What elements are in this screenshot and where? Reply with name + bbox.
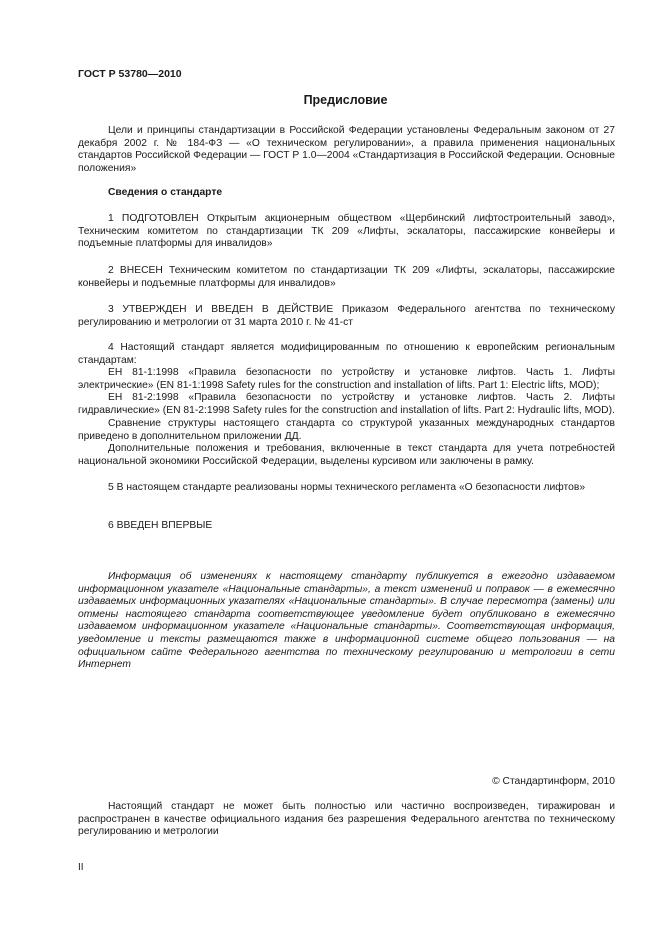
page-title: Предисловие	[303, 93, 388, 107]
intro-paragraph: Цели и принципы стандартизации в Российской Федерации установлены Федеральным законом от 27 декабря 2002 г. № 184-ФЗ — «О техническом регулировании», а правила применения национальных стандартов Российской Федерации — ГОСТ Р 1.0—2004 «Стандартизация в Российской Федерации. Основные положения»	[78, 125, 615, 174]
reproduction-notice: Настоящий стандарт не может быть полностью или частично воспроизведен, тиражирован и распространен в качестве официального издания без разрешения Федерального агентства по техническому регулированию и метрологии	[78, 801, 615, 838]
about-item-4-lead: 4 Настоящий стандарт является модифицированным по отношению к европейским региональным стандартам:	[78, 342, 615, 366]
section-heading: Сведения о стандарте	[108, 187, 223, 198]
page-number: II	[78, 862, 84, 873]
notice-paragraph: Информация об изменениях к настоящему стандарту публикуется в ежегодно издаваемом информационном указателе «Национальные стандарты», а текст изменений и поправок — в ежемесячно издаваемых информационных указателях «Национальные стандарты». В случае пересмотра (замены) или отмены настоящего стандарта соответствующее уведомление будет опубликовано в ежемесячно издаваемом информационном указателе «Национальные стандарты». Соответствующая информация, уведомление и тексты размещаются также в информационной системе общего пользования — на официальном сайте Федерального агентства по техническому регулированию и метрологии в сети Интернет	[78, 571, 615, 671]
standard-code: ГОСТ Р 53780—2010	[78, 68, 182, 80]
about-item-6: 6 ВВЕДЕН ВПЕРВЫЕ	[108, 520, 213, 531]
about-item-4-en81-2: ЕН 81-2:1998 «Правила безопасности по устройству и установке лифтов. Часть 2. Лифты гидравлические» (EN 81-2:1998 Safety rules for the construction and installation of lifts. Part 2: Hydraulic lifts, MOD).	[78, 392, 615, 416]
about-item-4-en81-1: ЕН 81-1:1998 «Правила безопасности по устройству и установке лифтов. Часть 1. Лифты электрические» (EN 81-1:1998 Safety rules for the construction and installation of lifts. Part 1: Electric lifts, MOD);	[78, 367, 615, 391]
about-item-3: 3 УТВЕРЖДЕН И ВВЕДЕН В ДЕЙСТВИЕ Приказом Федерального агентства по техническому регулированию и метрологии от 31 марта 2010 г. № 41-ст	[78, 304, 615, 328]
about-item-1: 1 ПОДГОТОВЛЕН Открытым акционерным обществом «Щербинский лифтостроительный завод», Техническим комитетом по стандартизации ТК 209 «Лифты, эскалаторы, пассажирские конвейеры и подъемные платформы для инвалидов»	[78, 213, 615, 250]
about-item-5: 5 В настоящем стандарте реализованы нормы технического регламента «О безопасности лифтов»	[108, 482, 586, 493]
about-item-4-compare: Сравнение структуры настоящего стандарта со структурой указанных международных стандартов приведено в дополнительном приложении ДД.	[78, 418, 615, 442]
about-item-4-additional: Дополнительные положения и требования, включенные в текст стандарта для учета потребностей национальной экономики Российской Федерации, выделены курсивом или заключены в рамку.	[78, 443, 615, 467]
copyright: © Стандартинформ, 2010	[492, 776, 615, 787]
about-item-2: 2 ВНЕСЕН Техническим комитетом по стандартизации ТК 209 «Лифты, эскалаторы, пассажирские конвейеры и подъемные платформы для инвалидов»	[78, 265, 615, 289]
